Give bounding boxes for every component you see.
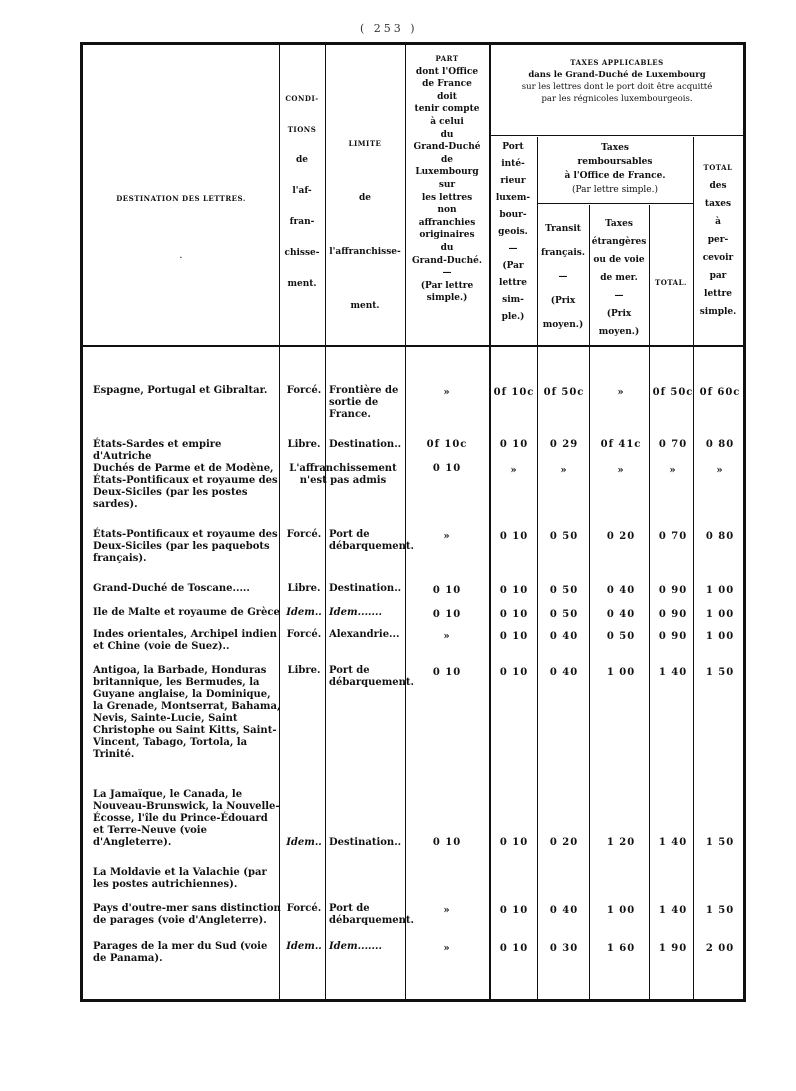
row-6-total: 0 90 bbox=[658, 631, 688, 642]
part-h18: (Par lettre bbox=[420, 280, 474, 291]
conditions-header bbox=[279, 83, 325, 300]
ta-h0: TAXES APPLICABLES bbox=[570, 58, 664, 67]
lim-h1: de bbox=[358, 193, 372, 203]
row-1-condition: Libre. bbox=[287, 439, 321, 450]
row-0-total-percevoir: 0f 60c bbox=[699, 387, 741, 398]
row-11-etrangeres: 1 60 bbox=[606, 943, 636, 954]
row-10-port: 0 10 bbox=[499, 905, 529, 916]
tariff-table bbox=[80, 42, 746, 1002]
tf-h2: — bbox=[558, 272, 568, 282]
cond-h1: TIONS bbox=[287, 125, 317, 134]
row-4-limite: Destination.. bbox=[329, 583, 402, 594]
tr-h2: à l'Office de France. bbox=[564, 171, 666, 181]
ta-h2: sur les lettres dont le port doit être acquitté bbox=[521, 82, 713, 92]
row-6-transit: 0 40 bbox=[549, 631, 579, 642]
tp-h8: simple. bbox=[699, 307, 737, 317]
table-bottom-rule bbox=[80, 1000, 746, 1004]
row-4-condition: Libre. bbox=[287, 583, 321, 594]
ta-h3: par les régnicoles luxembourgeois. bbox=[541, 94, 693, 104]
row-7-condition: Libre. bbox=[287, 665, 321, 676]
row-5-part: 0 10 bbox=[432, 609, 462, 620]
row-4-transit: 0 50 bbox=[549, 585, 579, 596]
cond-h5: chisse- bbox=[284, 248, 320, 258]
row-5-etrangeres: 0 40 bbox=[606, 609, 636, 620]
row-11-transit: 0 30 bbox=[549, 943, 579, 954]
row-1-destination: États-Sardes et empire d'Autriche bbox=[93, 439, 222, 462]
row-10-total: 1 40 bbox=[658, 905, 688, 916]
row-10-part: » bbox=[443, 905, 451, 916]
pi-h9: sim- bbox=[502, 295, 524, 305]
part-h13: affranchies bbox=[418, 217, 476, 228]
row-2-destination: Duchés de Parme et de Modène, États-Pontificaux et royaume des Deux-Siciles (par les postes sardes). bbox=[93, 463, 278, 510]
row-5-condition: Idem.. bbox=[286, 607, 322, 618]
te-h4: — bbox=[614, 291, 624, 301]
row-1-total: 0 70 bbox=[658, 439, 688, 450]
tp-h0: TOTAL bbox=[703, 163, 733, 172]
part-h7: Grand-Duché bbox=[413, 142, 481, 153]
part-h3: doit bbox=[437, 91, 457, 102]
pi-h3: luxem- bbox=[495, 193, 531, 203]
part-h14: originaires bbox=[419, 230, 475, 241]
tp-h3: à bbox=[715, 217, 721, 227]
row-2-total: » bbox=[669, 465, 677, 476]
total-percevoir-header bbox=[693, 159, 743, 321]
part-h2: de France bbox=[422, 79, 472, 90]
row-7-etrangeres: 1 00 bbox=[606, 667, 636, 678]
row-4-destination: Grand-Duché de Toscane..... bbox=[93, 583, 250, 594]
tp-h7: lettre bbox=[704, 289, 732, 299]
row-11-total-percevoir: 2 00 bbox=[705, 943, 735, 954]
row-8-part: 0 10 bbox=[432, 837, 462, 848]
row-10-total-percevoir: 1 50 bbox=[705, 905, 735, 916]
row-5-limite: Idem....... bbox=[329, 607, 382, 618]
transit-header bbox=[537, 217, 589, 337]
part-h1: dont l'Office bbox=[415, 66, 479, 77]
part-h6: du bbox=[440, 129, 454, 140]
te-h3: de mer. bbox=[600, 273, 638, 283]
lim-h0: LIMITE bbox=[348, 139, 382, 148]
port-interieur-header bbox=[489, 139, 537, 326]
tp-h6: par bbox=[709, 271, 727, 281]
col-rule bbox=[649, 205, 650, 999]
row-8-etrangeres: 1 20 bbox=[606, 837, 636, 848]
destination-header: DESTINATION DES LETTRES. bbox=[116, 194, 246, 203]
pi-h7: (Par bbox=[502, 261, 524, 271]
row-11-port: 0 10 bbox=[499, 943, 529, 954]
page-number: ( 253 ) bbox=[360, 22, 418, 35]
row-5-total: 0 90 bbox=[658, 609, 688, 620]
row-0-destination: Espagne, Portugal et Gibraltar. bbox=[93, 385, 268, 396]
te-h0: Taxes bbox=[605, 219, 633, 229]
part-h8: de bbox=[440, 154, 454, 165]
row-1-port: 0 10 bbox=[499, 439, 529, 450]
row-3-port: 0 10 bbox=[499, 531, 529, 542]
row-7-destination: Antigoa, la Barbade, Honduras britannique, les Bermudes, la Guyane anglaise, la Dominique, la Grenade, Montserrat, Bahama, Nevis, Sainte-Lucie, Saint Christophe ou Saint Kitts, Saint-Vincent, Tabago, Tortola, la Trinité. bbox=[93, 665, 281, 760]
row-10-transit: 0 40 bbox=[549, 905, 579, 916]
row-3-condition: Forcé. bbox=[286, 529, 322, 540]
row-3-part: » bbox=[443, 531, 451, 542]
row-4-total: 0 90 bbox=[658, 585, 688, 596]
row-3-etrangeres: 0 20 bbox=[606, 531, 636, 542]
row-1-etrangeres: 0f 41c bbox=[600, 439, 642, 450]
part-h0: PART bbox=[435, 54, 459, 63]
row-3-total-percevoir: 0 80 bbox=[705, 531, 735, 542]
header-rule bbox=[83, 345, 743, 347]
tr-h0: Taxes bbox=[601, 143, 629, 153]
row-0-port: 0f 10c bbox=[493, 387, 535, 398]
row-1-total-percevoir: 0 80 bbox=[705, 439, 735, 450]
part-header bbox=[405, 53, 489, 305]
part-h12: non bbox=[437, 205, 457, 216]
pi-h4: bour- bbox=[499, 210, 527, 220]
pi-h8: lettre bbox=[499, 278, 527, 288]
row-0-limite: Frontière de sortie de France. bbox=[329, 385, 399, 420]
tf-h3: (Prix bbox=[550, 296, 576, 306]
row-4-etrangeres: 0 40 bbox=[606, 585, 636, 596]
cond-h3: l'af- bbox=[292, 186, 312, 196]
row-11-part: » bbox=[443, 943, 451, 954]
row-2-total-percevoir: » bbox=[716, 465, 724, 476]
row-3-destination: États-Pontificaux et royaume des Deux-Siciles (par les paquebots français). bbox=[93, 529, 278, 564]
row-1-part: 0f 10c bbox=[426, 439, 468, 450]
tr-h1: remboursables bbox=[577, 157, 653, 167]
row-11-destination: Parages de la mer du Sud (voie de Panama). bbox=[93, 941, 268, 964]
limite-header bbox=[325, 117, 405, 333]
row-10-condition: Forcé. bbox=[286, 903, 322, 914]
part-h9: Luxembourg bbox=[415, 167, 479, 178]
row-1-limite: Destination.. bbox=[329, 439, 402, 450]
row-6-port: 0 10 bbox=[499, 631, 529, 642]
row-3-transit: 0 50 bbox=[549, 531, 579, 542]
row-0-transit: 0f 50c bbox=[543, 387, 585, 398]
row-8-total: 1 40 bbox=[658, 837, 688, 848]
row-7-part: 0 10 bbox=[432, 667, 462, 678]
cond-h6: ment. bbox=[287, 279, 317, 289]
part-h15: du bbox=[440, 242, 454, 253]
row-7-transit: 0 40 bbox=[549, 667, 579, 678]
row-2-part: 0 10 bbox=[432, 463, 462, 474]
row-rule bbox=[489, 135, 743, 136]
lim-h2: l'affranchisse- bbox=[329, 247, 401, 257]
part-h5: à celui bbox=[430, 116, 464, 127]
row-6-condition: Forcé. bbox=[286, 629, 322, 640]
pi-h6: — bbox=[508, 244, 518, 254]
row-6-etrangeres: 0 50 bbox=[606, 631, 636, 642]
row-2-etrangeres: » bbox=[617, 465, 625, 476]
row-11-limite: Idem....... bbox=[329, 941, 382, 952]
row-rule bbox=[537, 203, 693, 204]
row-6-total-percevoir: 1 00 bbox=[705, 631, 735, 642]
row-8-port: 0 10 bbox=[499, 837, 529, 848]
row-5-total-percevoir: 1 00 bbox=[705, 609, 735, 620]
total-header: TOTAL. bbox=[655, 278, 687, 287]
row-8-destination: La Jamaïque, le Canada, le Nouveau-Brunswick, la Nouvelle-Écosse, l'île du Prince-Édouard et Terre-Neuve (voie d'Angleterre). bbox=[93, 789, 280, 848]
part-h11: les lettres bbox=[421, 192, 473, 203]
row-2-port: » bbox=[510, 465, 518, 476]
row-10-etrangeres: 1 00 bbox=[606, 905, 636, 916]
row-5-destination: Ile de Malte et royaume de Grèce bbox=[93, 607, 280, 618]
row-8-transit: 0 20 bbox=[549, 837, 579, 848]
tp-h1: des bbox=[709, 181, 727, 191]
row-10-limite: Port de débarquement. bbox=[329, 903, 415, 926]
row-6-part: » bbox=[443, 631, 451, 642]
pi-h0: Port bbox=[502, 142, 524, 152]
row-4-part: 0 10 bbox=[432, 585, 462, 596]
row-0-etrangeres: » bbox=[617, 387, 625, 398]
part-h17: — bbox=[442, 268, 452, 279]
row-2-transit: » bbox=[560, 465, 568, 476]
cond-h4: fran- bbox=[289, 217, 315, 227]
tr-h3: (Par lettre simple.) bbox=[572, 185, 658, 195]
pi-h10: ple.) bbox=[501, 312, 525, 322]
row-4-port: 0 10 bbox=[499, 585, 529, 596]
te-h1: étrangères bbox=[591, 237, 647, 247]
row-5-port: 0 10 bbox=[499, 609, 529, 620]
te-h5: (Prix bbox=[606, 309, 632, 319]
row-8-limite: Destination.. bbox=[329, 837, 402, 848]
row-3-total: 0 70 bbox=[658, 531, 688, 542]
row-11-total: 1 90 bbox=[658, 943, 688, 954]
row-11-condition: Idem.. bbox=[286, 941, 322, 952]
row-7-port: 0 10 bbox=[499, 667, 529, 678]
row-6-limite: Alexandrie... bbox=[329, 629, 400, 640]
part-h19: simple.) bbox=[426, 293, 468, 304]
row-0-total: 0f 50c bbox=[652, 387, 694, 398]
part-h4: tenir compte bbox=[414, 104, 480, 115]
row-3-limite: Port de débarquement. bbox=[329, 529, 415, 552]
row-5-transit: 0 50 bbox=[549, 609, 579, 620]
ta-h1: dans le Grand-Duché de Luxembourg bbox=[528, 70, 706, 80]
pi-h2: rieur bbox=[500, 176, 526, 186]
tp-h2: taxes bbox=[704, 199, 732, 209]
cond-h2: de bbox=[295, 155, 309, 165]
tp-h5: cevoir bbox=[702, 253, 734, 263]
tf-h0: Transit bbox=[545, 224, 581, 234]
row-10-destination: Pays d'outre-mer sans distinction de parages (voie d'Angleterre). bbox=[93, 903, 281, 926]
row-7-total: 1 40 bbox=[658, 667, 688, 678]
tf-h4: moyen.) bbox=[542, 320, 584, 330]
row-6-destination: Indes orientales, Archipel indien et Chine (voie de Suez).. bbox=[93, 629, 277, 652]
part-h10: sur bbox=[438, 179, 456, 190]
tf-h1: français. bbox=[541, 248, 585, 258]
row-7-total-percevoir: 1 50 bbox=[705, 667, 735, 678]
lim-h3: ment. bbox=[350, 301, 380, 311]
row-9-destination: La Moldavie et la Valachie (par les postes autrichiennes). bbox=[93, 867, 267, 890]
taxes-remboursables-header bbox=[537, 141, 693, 197]
row-4-total-percevoir: 1 00 bbox=[705, 585, 735, 596]
row-2-condition: L'affranchissement n'est pas admis bbox=[289, 463, 397, 486]
row-8-condition: Idem.. bbox=[286, 837, 322, 848]
pi-h1: inté- bbox=[501, 159, 525, 169]
taxes-etrangeres-header bbox=[589, 215, 649, 341]
row-0-part: » bbox=[443, 387, 451, 398]
header-dot: · bbox=[179, 253, 183, 264]
te-h2: ou de voie bbox=[593, 255, 645, 265]
row-1-transit: 0 29 bbox=[549, 439, 579, 450]
pi-h5: geois. bbox=[498, 227, 528, 237]
cond-h0: CONDI- bbox=[285, 94, 319, 103]
taxes-applicables-header bbox=[491, 57, 743, 105]
tp-h4: per- bbox=[707, 235, 729, 245]
row-0-condition: Forcé. bbox=[286, 385, 322, 396]
part-h16: Grand-Duché. bbox=[411, 255, 483, 266]
row-7-limite: Port de débarquement. bbox=[329, 665, 415, 688]
te-h6: moyen.) bbox=[598, 327, 640, 337]
row-8-total-percevoir: 1 50 bbox=[705, 837, 735, 848]
